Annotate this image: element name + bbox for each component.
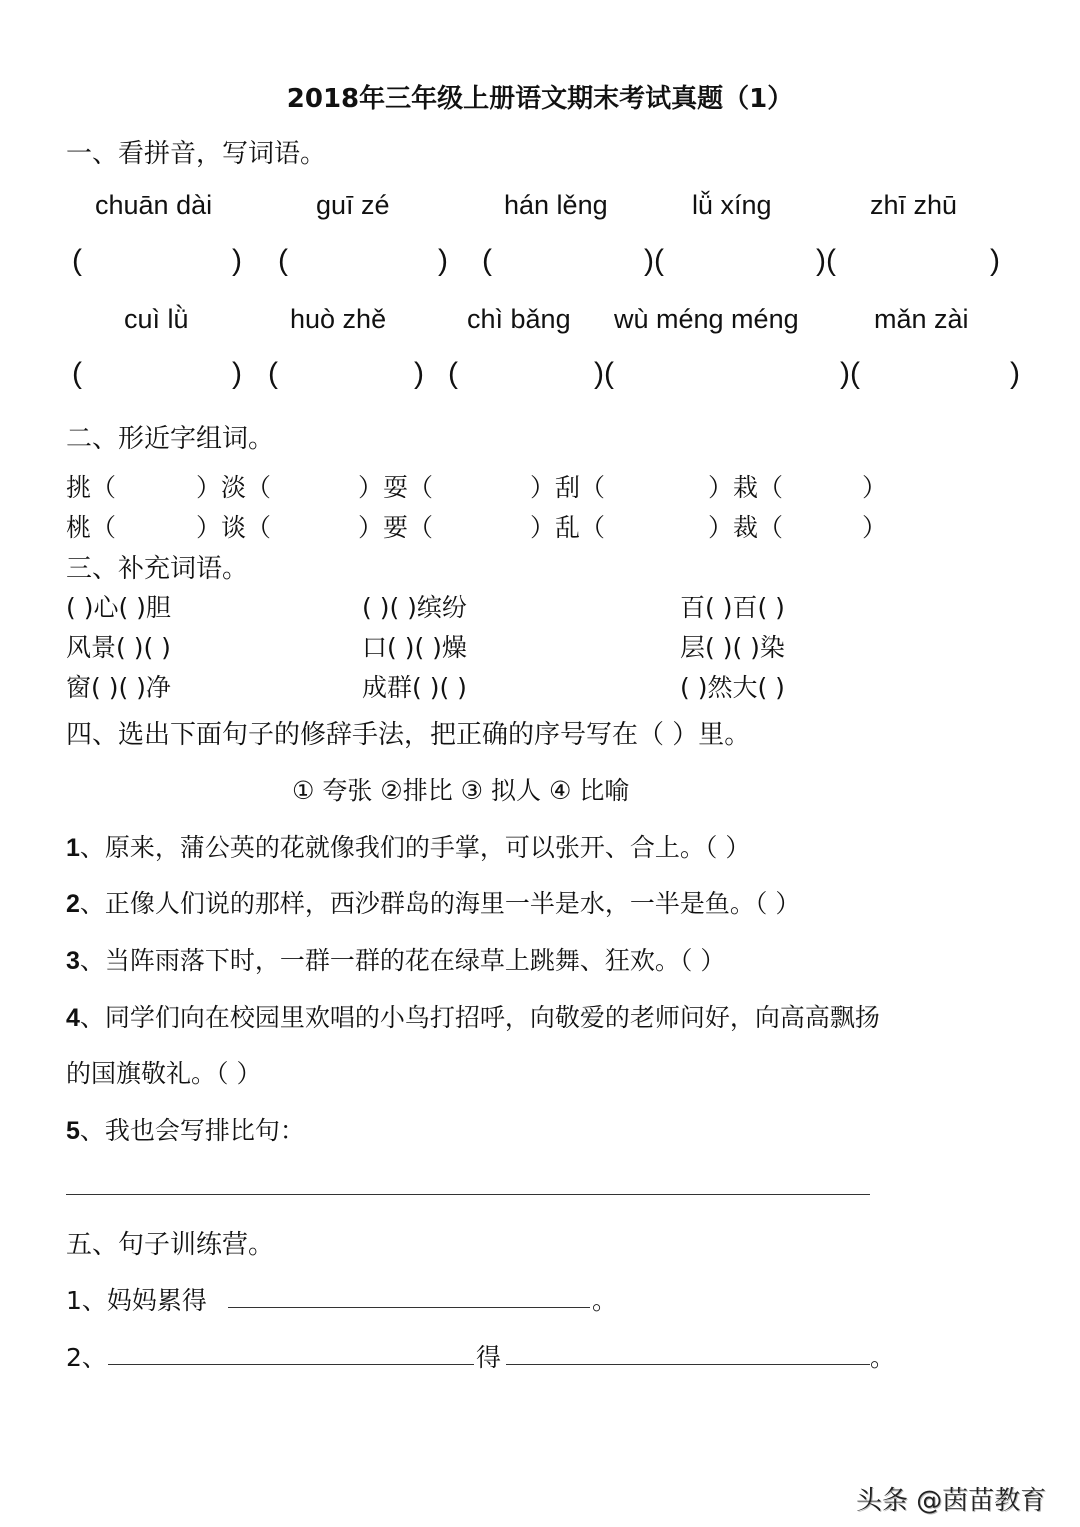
fill-phrase: ( )心( )胆 [66,593,171,622]
open-paren: ( [278,244,288,277]
pinyin-item: cuì lǜ [124,304,189,334]
char-cell: ） [862,513,888,542]
char-cell: ）乱（ [530,513,606,542]
answer-line[interactable] [66,1194,870,1195]
close-paren: ) [816,244,826,277]
pinyin-item: wù méng méng [614,304,799,334]
question-4-continued: 的国旗敬礼。（ ） [66,1059,262,1088]
char-cell: ）裁（ [708,513,784,542]
answer-line[interactable] [108,1364,474,1365]
period: 。 [870,1343,896,1372]
rhetoric-options: ① 夸张 ②排比 ③ 拟人 ④ 比喻 [292,776,630,805]
pinyin-item: guī zé [316,190,390,220]
question-2: 2、正像人们说的那样，西沙群岛的海里一半是水，一半是鱼。（ ） [66,889,801,918]
char-cell: ）要（ [358,513,434,542]
close-paren: ) [438,244,448,277]
open-paren: ( [72,244,82,277]
open-paren: ( [604,357,614,390]
char-cell: ）刮（ [530,473,606,502]
fill-phrase: 窗( )( )净 [66,673,171,702]
page-title: 2018年三年级上册语文期末考试真题（1） [286,84,794,114]
pinyin-item: mǎn zài [874,304,969,334]
open-paren: ( [482,244,492,277]
fill-phrase: ( )然大( ) [680,673,785,702]
question-3: 3、当阵雨落下时，一群一群的花在绿草上跳舞、狂欢。（ ） [66,946,726,975]
sentence-item-1: 1、妈妈累得 [66,1286,207,1315]
pinyin-item: hán lěng [504,190,608,220]
answer-line[interactable] [506,1364,870,1365]
watermark: 头条 @茵苗教育 [856,1486,1047,1516]
pinyin-item: chì bǎng [467,304,571,334]
close-paren: ) [232,244,242,277]
fill-phrase: 成群( )( ) [362,673,467,702]
close-paren: ) [840,357,850,390]
answer-line[interactable] [228,1307,590,1308]
char-cell: 桃（ [66,513,117,542]
sentence-item-2-prefix: 2、 [66,1343,107,1372]
period: 。 [592,1286,618,1315]
section5-heading: 五、句子训练营。 [66,1230,275,1260]
fill-phrase: ( )( )缤纷 [362,593,467,622]
question-4: 4、同学们向在校园里欢唱的小鸟打招呼，向敬爱的老师问好，向高高飘扬 [66,1003,880,1032]
close-paren: ) [414,357,424,390]
section4-heading: 四、选出下面句子的修辞手法，把正确的序号写在（ ）里。 [66,720,751,750]
close-paren: ) [594,357,604,390]
section2-heading: 二、形近字组词。 [66,424,275,454]
open-paren: ( [654,244,664,277]
pinyin-item: huò zhě [290,304,387,334]
close-paren: ) [1010,357,1020,390]
fill-phrase: 口( )( )燥 [362,633,467,662]
question-5: 5、我也会写排比句： [66,1116,305,1145]
char-cell: ）谈（ [196,513,272,542]
close-paren: ) [232,357,242,390]
char-cell: 挑（ [66,473,117,502]
sentence-item-2-middle: 得 [476,1343,502,1372]
char-cell: ）耍（ [358,473,434,502]
section1-heading: 一、看拼音，写词语。 [66,139,327,169]
fill-phrase: 百( )百( ) [680,593,785,622]
question-1: 1、原来，蒲公英的花就像我们的手掌，可以张开、合上。（ ） [66,833,751,862]
close-paren: ) [990,244,1000,277]
char-cell: ） [862,473,888,502]
char-cell: ）栽（ [708,473,784,502]
fill-phrase: 层( )( )染 [680,633,785,662]
pinyin-item: lǚ xíng [692,190,772,220]
section3-heading: 三、补充词语。 [66,554,249,584]
pinyin-item: zhī zhū [870,190,958,220]
open-paren: ( [826,244,836,277]
fill-phrase: 风景( )( ) [66,633,171,662]
open-paren: ( [72,357,82,390]
char-cell: ）淡（ [196,473,272,502]
pinyin-item: chuān dài [95,190,213,220]
open-paren: ( [850,357,860,390]
open-paren: ( [268,357,278,390]
close-paren: ) [644,244,654,277]
open-paren: ( [448,357,458,390]
